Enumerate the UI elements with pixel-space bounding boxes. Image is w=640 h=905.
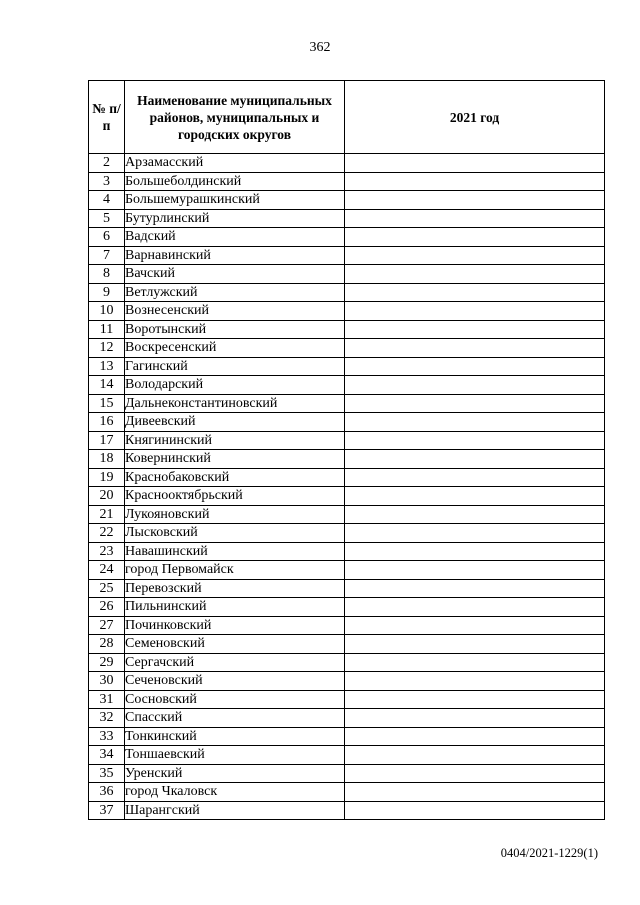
row-number: 30 xyxy=(89,672,125,691)
table-row xyxy=(89,487,605,506)
row-value xyxy=(345,505,605,524)
row-name: Вознесенский xyxy=(125,302,345,321)
table-row xyxy=(89,339,605,358)
row-number: 36 xyxy=(89,783,125,802)
row-value xyxy=(345,487,605,506)
row-value xyxy=(345,672,605,691)
table-row xyxy=(89,431,605,450)
table-row xyxy=(89,524,605,543)
table-row xyxy=(89,672,605,691)
table-row xyxy=(89,690,605,709)
row-number: 35 xyxy=(89,764,125,783)
row-number: 29 xyxy=(89,653,125,672)
row-value xyxy=(345,283,605,302)
table-row xyxy=(89,283,605,302)
table-row xyxy=(89,376,605,395)
row-name: Воротынский xyxy=(125,320,345,339)
page-number: 362 xyxy=(309,40,331,55)
row-number: 17 xyxy=(89,431,125,450)
row-value xyxy=(345,524,605,543)
row-number: 12 xyxy=(89,339,125,358)
row-value xyxy=(345,468,605,487)
row-name: Володарский xyxy=(125,376,345,395)
table-row xyxy=(89,154,605,173)
row-number: 5 xyxy=(89,209,125,228)
table-row xyxy=(89,320,605,339)
row-name: Спасский xyxy=(125,709,345,728)
row-number: 21 xyxy=(89,505,125,524)
row-number: 24 xyxy=(89,561,125,580)
row-number: 26 xyxy=(89,598,125,617)
row-number: 10 xyxy=(89,302,125,321)
row-value xyxy=(345,246,605,265)
table-row xyxy=(89,413,605,432)
row-number: 3 xyxy=(89,172,125,191)
table-row xyxy=(89,653,605,672)
table-row xyxy=(89,394,605,413)
table-row xyxy=(89,246,605,265)
row-value xyxy=(345,302,605,321)
row-number: 32 xyxy=(89,709,125,728)
row-value xyxy=(345,616,605,635)
row-value xyxy=(345,542,605,561)
row-value xyxy=(345,727,605,746)
row-value xyxy=(345,801,605,820)
row-value xyxy=(345,709,605,728)
row-name: город Чкаловск xyxy=(125,783,345,802)
row-value xyxy=(345,783,605,802)
row-value xyxy=(345,228,605,247)
row-value xyxy=(345,339,605,358)
row-value xyxy=(345,653,605,672)
table-row xyxy=(89,727,605,746)
row-number: 2 xyxy=(89,154,125,173)
row-name: Пильнинский xyxy=(125,598,345,617)
header-year: 2021 год xyxy=(345,81,605,154)
table-row xyxy=(89,172,605,191)
row-name: Ветлужский xyxy=(125,283,345,302)
table-row xyxy=(89,561,605,580)
row-number: 7 xyxy=(89,246,125,265)
row-number: 27 xyxy=(89,616,125,635)
row-name: Большеболдинский xyxy=(125,172,345,191)
row-value xyxy=(345,357,605,376)
row-value xyxy=(345,561,605,580)
row-value xyxy=(345,764,605,783)
row-name: Большемурашкинский xyxy=(125,191,345,210)
header-name: Наименование муниципальных районов, муниципальных и городских округов xyxy=(125,81,345,154)
table-row xyxy=(89,635,605,654)
row-value xyxy=(345,154,605,173)
row-number: 11 xyxy=(89,320,125,339)
table-row xyxy=(89,209,605,228)
row-name: Дальнеконстантиновский xyxy=(125,394,345,413)
table-row xyxy=(89,579,605,598)
row-name: Вачский xyxy=(125,265,345,284)
row-name: Княгининский xyxy=(125,431,345,450)
row-number: 28 xyxy=(89,635,125,654)
row-value xyxy=(345,450,605,469)
row-name: Сеченовский xyxy=(125,672,345,691)
row-number: 22 xyxy=(89,524,125,543)
row-name: Семеновский xyxy=(125,635,345,654)
row-number: 19 xyxy=(89,468,125,487)
table-row xyxy=(89,357,605,376)
row-value xyxy=(345,431,605,450)
row-name: город Первомайск xyxy=(125,561,345,580)
row-name: Арзамасский xyxy=(125,154,345,173)
row-value xyxy=(345,690,605,709)
table-row xyxy=(89,228,605,247)
table-row xyxy=(89,616,605,635)
row-number: 37 xyxy=(89,801,125,820)
table-row xyxy=(89,450,605,469)
row-name: Лукояновский xyxy=(125,505,345,524)
row-value xyxy=(345,191,605,210)
row-name: Бутурлинский xyxy=(125,209,345,228)
row-value xyxy=(345,598,605,617)
row-number: 18 xyxy=(89,450,125,469)
row-value xyxy=(345,413,605,432)
table-row xyxy=(89,542,605,561)
row-name: Краснобаковский xyxy=(125,468,345,487)
row-number: 8 xyxy=(89,265,125,284)
table-row xyxy=(89,468,605,487)
row-number: 25 xyxy=(89,579,125,598)
table-row xyxy=(89,801,605,820)
row-number: 34 xyxy=(89,746,125,765)
table-row xyxy=(89,598,605,617)
row-number: 4 xyxy=(89,191,125,210)
row-number: 15 xyxy=(89,394,125,413)
table-row xyxy=(89,302,605,321)
row-value xyxy=(345,579,605,598)
row-value xyxy=(345,746,605,765)
row-name: Дивеевский xyxy=(125,413,345,432)
row-value xyxy=(345,635,605,654)
row-value xyxy=(345,265,605,284)
table-row xyxy=(89,783,605,802)
row-name: Вадский xyxy=(125,228,345,247)
table-body xyxy=(89,154,605,820)
row-number: 6 xyxy=(89,228,125,247)
row-name: Гагинский xyxy=(125,357,345,376)
row-name: Сергачский xyxy=(125,653,345,672)
table-row xyxy=(89,191,605,210)
municipalities-table xyxy=(88,80,605,820)
table-row xyxy=(89,764,605,783)
row-name: Тоншаевский xyxy=(125,746,345,765)
row-name: Краснооктябрьский xyxy=(125,487,345,506)
row-value xyxy=(345,394,605,413)
table-header-row xyxy=(89,81,605,154)
row-value xyxy=(345,376,605,395)
row-number: 23 xyxy=(89,542,125,561)
row-name: Уренский xyxy=(125,764,345,783)
row-name: Сосновский xyxy=(125,690,345,709)
row-value xyxy=(345,209,605,228)
row-number: 33 xyxy=(89,727,125,746)
row-name: Ковернинский xyxy=(125,450,345,469)
row-name: Воскресенский xyxy=(125,339,345,358)
table-row xyxy=(89,505,605,524)
row-name: Перевозский xyxy=(125,579,345,598)
row-name: Починковский xyxy=(125,616,345,635)
table-row xyxy=(89,265,605,284)
row-number: 13 xyxy=(89,357,125,376)
header-num: № п/п xyxy=(89,81,125,154)
row-value xyxy=(345,172,605,191)
row-number: 31 xyxy=(89,690,125,709)
table-row xyxy=(89,709,605,728)
row-number: 14 xyxy=(89,376,125,395)
row-value xyxy=(345,320,605,339)
row-name: Шарангский xyxy=(125,801,345,820)
row-name: Навашинский xyxy=(125,542,345,561)
table-row xyxy=(89,746,605,765)
document-code: 0404/2021-1229(1) xyxy=(500,846,598,860)
row-name: Лысковский xyxy=(125,524,345,543)
row-number: 9 xyxy=(89,283,125,302)
row-name: Варнавинский xyxy=(125,246,345,265)
row-number: 20 xyxy=(89,487,125,506)
row-number: 16 xyxy=(89,413,125,432)
row-name: Тонкинский xyxy=(125,727,345,746)
